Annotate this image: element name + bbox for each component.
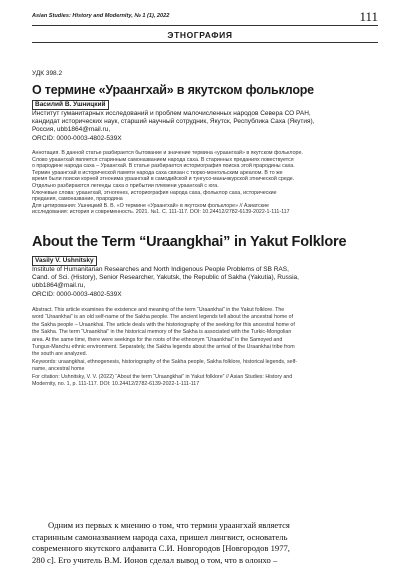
citation-line: исследования: история и современность. 2021. №1. С. 111-117. DOI: 10.24412/2782-6139-2022-1-111-117: [32, 209, 290, 216]
author-block-ru: [32, 100, 382, 143]
abstract-line: время были поиски корней этнонима ураангхай в самодийской и тунгусо-маньчжурской этнической среде.: [32, 176, 295, 183]
body-line: Одним из первых к мнению о том, что термин ураангхай является: [48, 520, 290, 530]
citation-line: For citation: Ushnitsky, V. V. (2022) “About the term “Uraangkhai” in Yakut folklore” // Asian Studies: History and: [32, 373, 293, 380]
author-block-en: [32, 256, 382, 299]
author-affiliation-line: Institute of Humanitarian Researches and North Indigenous People Problems of SB RAS,: [32, 266, 289, 273]
abstract-line: Аннотация. В данной статье разбирается бытование и значение термина «ураангхай» в якутском фольклоре.: [32, 150, 303, 156]
keywords-line: предания, самоназвание, прародина: [32, 196, 123, 203]
abstract-line: the Sakha people – Uraankhai. The article deals with the historiography of the seeking for this ancestral home of: [32, 321, 295, 328]
article-title-ru: О термине «Ураангхай» в якутском фольклоре: [32, 83, 314, 97]
abstract-line: Abstract. This article examines the existence and meaning of the term “Uraankhai” in the Yakut folklore. The: [32, 307, 285, 313]
keywords-line: Keywords: uraangkhai, ethnogenesis, historiography of the Sakha people, Sakha folklore, historical legends, self-: [32, 358, 298, 365]
abstract-line: Tungus-Manchu ethnic environment. Separately, the Sakha legends about the arrival of the Uraankhai tribe from: [32, 344, 295, 351]
abstract-line: Отдельно разбираются легенды саха о прибытии племени ураангхай с юга.: [32, 182, 219, 189]
citation-line: Modernity, no. 1, p. 111-117. DOI: 10.24412/2782-6139-2022-1-111-117: [32, 381, 200, 388]
author-email: ubb1864@mail.ru,: [32, 282, 86, 290]
header-rule-bottom: [32, 42, 378, 43]
author-affiliation-line: Cand. of Sci. (History), Senior Researcher, Yakutsk, the Republic of Sakha (Yakutia), Russia,: [32, 274, 299, 282]
article-title-en: About the Term “Uraangkhai” in Yakut Folklore: [32, 234, 347, 250]
udk-code: УДК 398.2: [32, 70, 63, 77]
abstract-line: word “Uraankhai” is an old self-name of the Sakha people. The ancient legends tell about the ancestral home of: [32, 314, 294, 321]
section-heading: ЭТНОГРАФИЯ: [167, 30, 233, 40]
abstract-line: Слово ураангхай является старинным самоназванием народа саха. В старинных преданиях повествуется: [32, 156, 294, 163]
author-email: Россия, ubb1864@mail.ru,: [32, 126, 111, 134]
author-affiliation-line: Институт гуманитарных исследований и проблем малочисленных народов Севера СО РАН,: [32, 110, 311, 117]
abstract-line: the Sakha. The term “Uraankhai” in the historical memory of the Sakha is associated with the Turkic-Mongolian: [32, 329, 292, 336]
abstract-en: [32, 307, 386, 388]
author-affiliation-line: кандидат исторических наук, старший научный сотрудник, Якутск, Республика Саха (Якутия),: [32, 118, 315, 126]
body-line: 280 с]. Его учитель В.М. Ионов сделал вывод о том, что в олонхо –: [32, 555, 278, 566]
keywords-line: name, ancestral home: [32, 366, 85, 373]
author-name-en: Vasily V. Ushnitsky: [32, 256, 97, 266]
journal-title: Asian Studies: History and Modernity, № 1 (1), 2022: [32, 13, 170, 19]
abstract-line: Термин ураангхай в исторической памяти народа саха связан с тюрко-монгольским ареалом. В то же: [32, 169, 283, 176]
author-name-ru: Василий В. Ушницкий: [32, 100, 109, 110]
keywords-line: Ключевые слова: ураангхай, этногенез, историография народа саха, фольклор саха, исторические: [32, 189, 277, 196]
abstract-line: о прародине народа саха – Ураангхай. В статье разбирается историография поиска этой прародины саха.: [32, 163, 295, 170]
article-body: [32, 520, 386, 567]
abstract-ru: [32, 150, 386, 216]
body-line: старинным самоназванием народа саха, пришел лингвист, основатель: [32, 531, 288, 542]
body-line: современного якутского алфавита С.И. Новгородов [Новгородов 1977,: [32, 543, 290, 554]
abstract-line: area. At the same time, there were seekings for the roots of the ethnonym “Uraankhai” in the Samoyed and: [32, 336, 283, 343]
header-rule-top: [32, 25, 378, 26]
author-orcid: ORCID: 0000-0003-4802-539X: [32, 290, 122, 298]
citation-line: Для цитирования: Ушницкий В. В. «О термине «Ураангхай» в якутском фольклоре» // Азиатские: [32, 202, 269, 209]
author-orcid: ORCID: 0000-0003-4802-539X: [32, 134, 122, 142]
abstract-line: the south are analyzed.: [32, 351, 88, 358]
page-number: 111: [359, 9, 378, 24]
